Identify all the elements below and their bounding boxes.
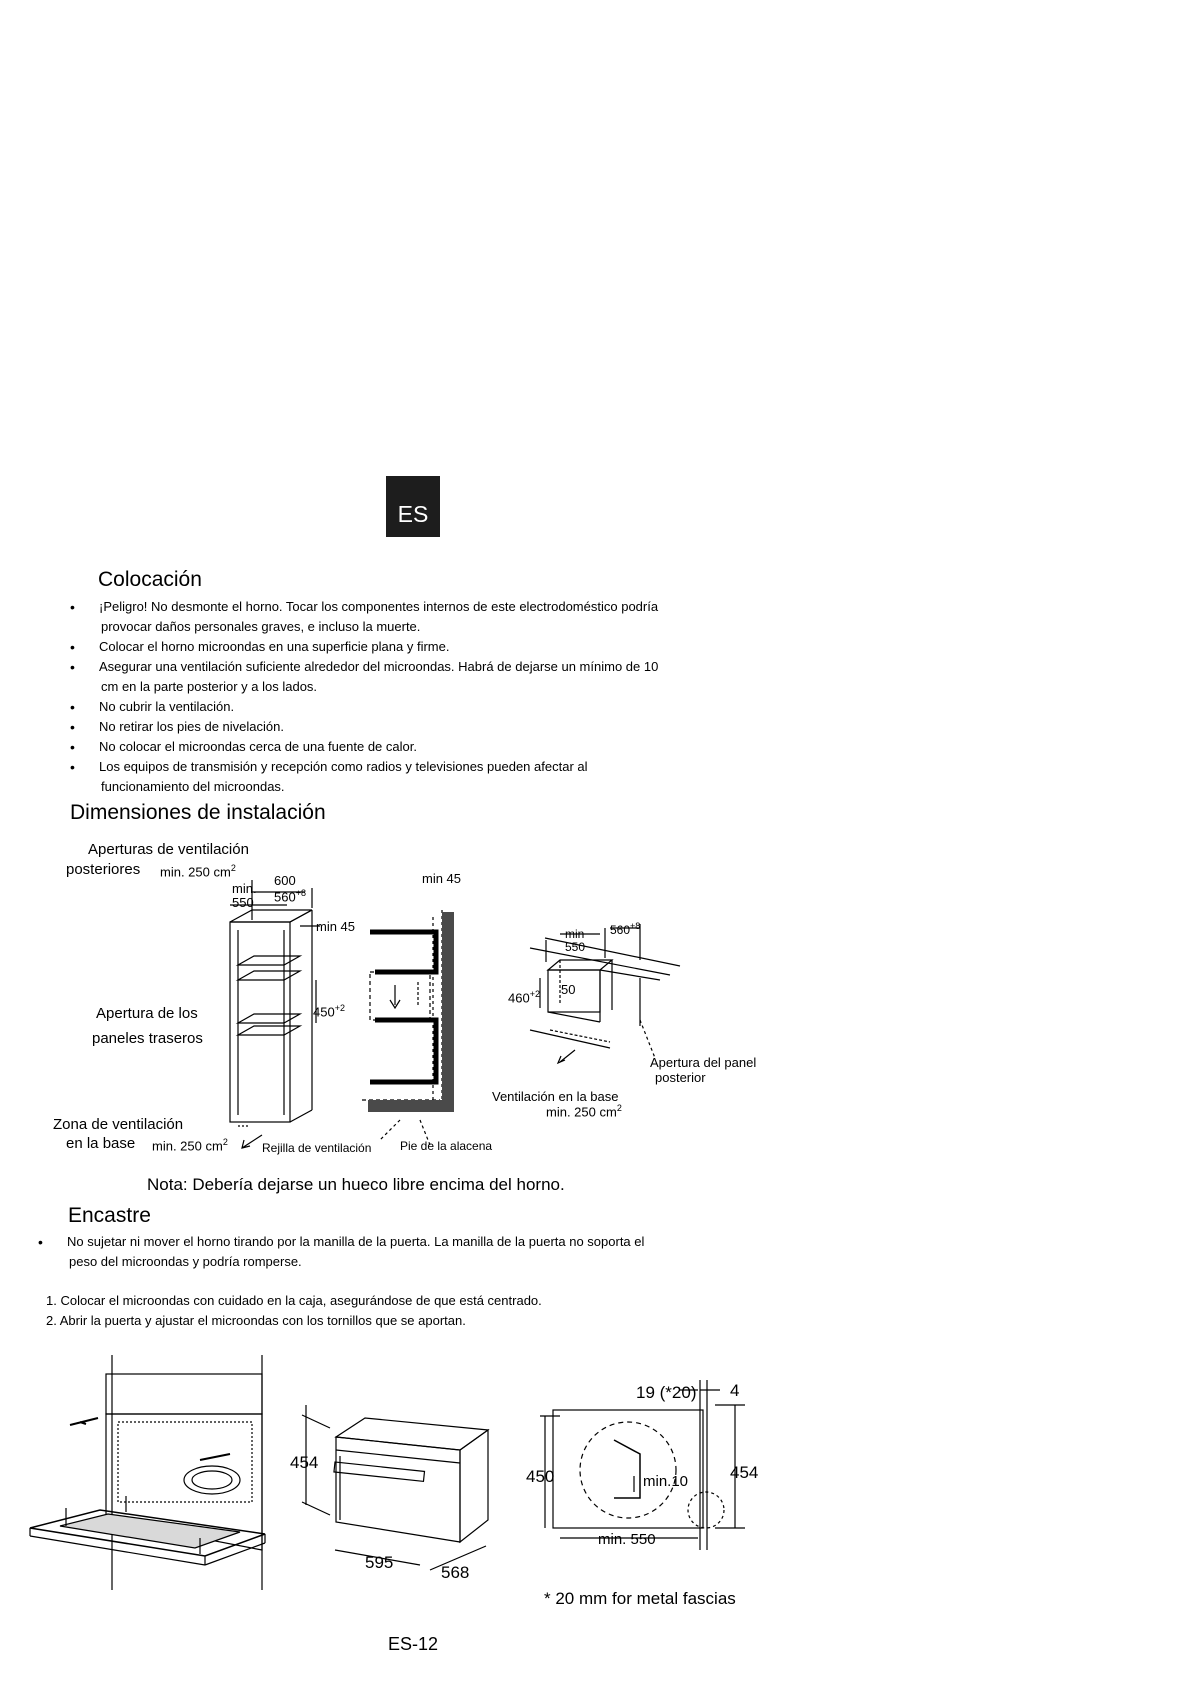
- label-vent-base-1: Ventilación en la base: [492, 1089, 619, 1104]
- label-600: 600: [274, 873, 296, 888]
- installation-diagram: [0, 830, 800, 1160]
- label-pie-alacena: Pie de la alacena: [400, 1139, 493, 1153]
- list-item-text: Asegurar una ventilación suficiente alrededor del microondas. Habrá de dejarse un mínimo de 10: [99, 659, 659, 674]
- label-posteriores: posteriores: [66, 861, 141, 878]
- label-min45-cabinet: min 45: [316, 919, 356, 934]
- page-number: ES-12: [388, 1634, 439, 1654]
- list-item-text: ¡Peligro! No desmonte el horno. Tocar los componentes internos de este electrodoméstico podría: [99, 599, 659, 614]
- label-4: 4: [730, 1381, 740, 1400]
- label-apertura-paneles-1: Apertura de los: [96, 1005, 198, 1022]
- list-item: [70, 697, 658, 717]
- installation-diagram-drawing: [0, 830, 800, 1160]
- step-item: 1. Colocar el microondas con cuidado en la caja, asegurándose de que está centrado.: [46, 1293, 542, 1308]
- label-rejilla: Rejilla de ventilación: [262, 1141, 372, 1155]
- list-item-text-cont: peso del microondas y podría romperse.: [69, 1254, 302, 1269]
- list-item: [70, 637, 658, 657]
- colocacion-list: [70, 597, 658, 797]
- base-shape: [368, 1100, 454, 1112]
- section-title-dimensiones: Dimensiones de instalación: [70, 801, 326, 824]
- step-item: 2. Abrir la puerta y ajustar el microondas con los tornillos que se aportan.: [46, 1313, 466, 1328]
- list-item-text: Colocar el horno microondas en una superficie plana y firme.: [99, 639, 450, 654]
- list-item-text-cont: provocar daños personales graves, e incluso la muerte.: [101, 619, 421, 634]
- encastre-steps: [46, 1291, 542, 1331]
- label-apertura-paneles-2: paneles traseros: [92, 1030, 203, 1047]
- list-item-text: No colocar el microondas cerca de una fuente de calor.: [99, 739, 417, 754]
- label-19-20: 19 (*20): [636, 1383, 697, 1402]
- label-568: 568: [441, 1563, 470, 1582]
- encastre-diagram: [0, 1350, 800, 1590]
- label-min: min.: [232, 881, 257, 896]
- label-550-counter: 550: [565, 940, 586, 954]
- label-454-front: 454: [290, 1453, 319, 1472]
- label-vent-base-2: min. 250 $cm^2$: [546, 1103, 622, 1120]
- list-item: [70, 717, 658, 737]
- label-560: $560^{+8}$: [274, 888, 306, 905]
- list-item-text: Los equipos de transmisión y recepción como radios y televisiones pueden afectar al: [99, 759, 588, 774]
- label-min-250-top: min. 250 $cm^2$: [160, 863, 236, 880]
- label-zona-ventilacion-2: en la base: [66, 1135, 136, 1152]
- label-460: $460^{+2}$: [508, 989, 540, 1006]
- label-454-side: 454: [730, 1463, 759, 1482]
- label-aperturas-ventilacion: Aperturas de ventilación: [88, 841, 249, 858]
- list-item-text: No retirar los pies de nivelación.: [99, 719, 284, 734]
- note-text: Nota: Debería dejarse un hueco libre encima del horno.: [147, 1175, 565, 1194]
- label-apertura-panel-2: posterior: [655, 1070, 706, 1085]
- list-item: [70, 757, 658, 797]
- label-450: $450^{+2}$: [313, 1003, 345, 1020]
- list-item: [70, 737, 658, 757]
- label-zona-ventilacion-1: Zona de ventilación: [53, 1116, 184, 1133]
- list-item-text-cont: funcionamiento del microondas.: [101, 779, 285, 794]
- list-item: [70, 657, 658, 697]
- label-min-counter: min: [565, 927, 585, 941]
- label-560-counter: $560^{+8}$: [610, 921, 641, 937]
- label-550: 550: [232, 895, 254, 910]
- label-apertura-panel-1: Apertura del panel: [650, 1055, 757, 1070]
- list-item: [38, 1232, 644, 1272]
- wall-shape: [442, 912, 454, 1107]
- list-item-text: No cubrir la ventilación.: [99, 699, 235, 714]
- label-595: 595: [365, 1553, 394, 1572]
- section-title-colocacion: Colocación: [98, 568, 202, 591]
- fascias-note: * 20 mm for metal fascias: [544, 1589, 736, 1608]
- list-item-text-cont: cm en la parte posterior y a los lados.: [101, 679, 318, 694]
- encastre-list: [38, 1232, 644, 1272]
- language-badge: ES: [386, 476, 440, 537]
- label-min10: min.10: [643, 1473, 689, 1490]
- label-450-side: 450: [526, 1467, 555, 1486]
- label-50: 50: [561, 982, 576, 997]
- label-min45-section: min 45: [422, 871, 462, 886]
- label-min-250-base: min. 250 $cm^2$: [152, 1137, 228, 1154]
- label-min550: min. 550: [598, 1531, 656, 1548]
- list-item-text: No sujetar ni mover el horno tirando por la manilla de la puerta. La manilla de la puerta no soporta el: [67, 1234, 645, 1249]
- section-title-encastre: Encastre: [68, 1204, 151, 1227]
- list-item: [70, 597, 658, 637]
